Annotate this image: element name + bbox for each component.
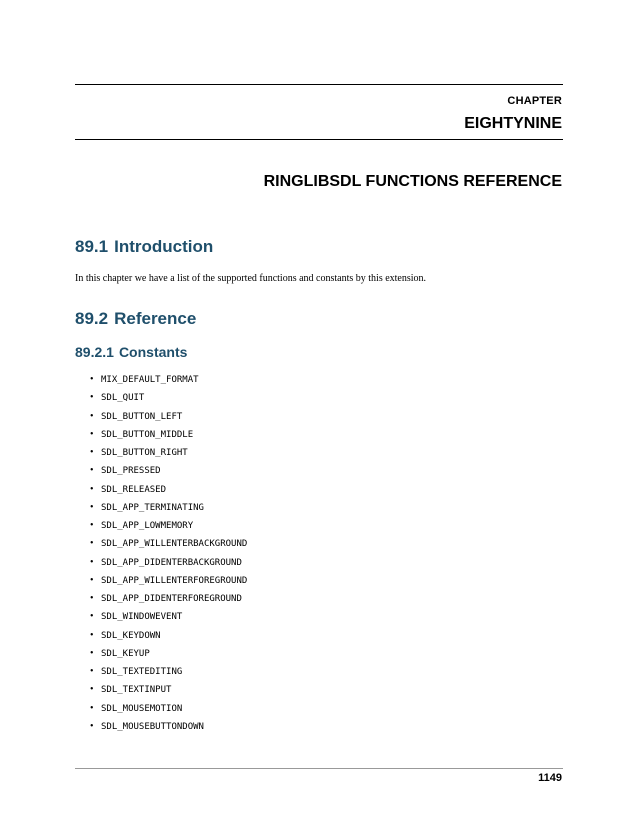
constant-name: SDL_BUTTON_LEFT [101, 411, 183, 422]
bullet-icon: • [90, 428, 94, 440]
list-item [90, 518, 247, 536]
constant-name: SDL_APP_WILLENTERBACKGROUND [101, 539, 248, 550]
section-heading-reference [75, 309, 196, 329]
chapter-bottom-rule [75, 139, 563, 140]
bullet-icon: • [90, 593, 94, 604]
list-item [90, 390, 247, 408]
subsection-number: 89.2.1 [75, 344, 114, 360]
section-heading-introduction [75, 237, 213, 257]
list-item [90, 482, 247, 500]
page-number: 1149 [538, 772, 562, 784]
list-item [90, 445, 247, 463]
bullet-icon: • [90, 666, 94, 677]
constant-name: SDL_APP_LOWMEMORY [101, 521, 194, 531]
section-number: 89.1 [75, 237, 109, 256]
bullet-icon: • [90, 483, 94, 495]
list-item [90, 719, 247, 737]
list-item [90, 609, 247, 627]
bullet-icon: • [90, 538, 94, 550]
constant-name: SDL_APP_DIDENTERFOREGROUND [101, 594, 242, 604]
list-item [90, 536, 247, 554]
constants-list [90, 372, 247, 737]
bullet-icon: • [90, 374, 94, 385]
list-item [90, 573, 247, 591]
list-item [90, 409, 247, 427]
constant-name: SDL_APP_DIDENTERBACKGROUND [101, 557, 242, 568]
list-item [90, 664, 247, 682]
constant-name: SDL_BUTTON_MIDDLE [101, 429, 194, 440]
bullet-icon: • [90, 611, 94, 623]
bullet-icon: • [90, 410, 94, 422]
list-item [90, 463, 247, 481]
constant-name: SDL_QUIT [101, 393, 145, 404]
bullet-icon: • [90, 556, 94, 568]
constant-name: SDL_RELEASED [101, 484, 167, 495]
list-item [90, 701, 247, 719]
list-item [90, 682, 247, 700]
introduction-paragraph: In this chapter we have a list of the supported functions and constants by this extension. [75, 273, 427, 284]
constant-name: SDL_APP_TERMINATING [101, 502, 204, 513]
section-title: Introduction [114, 237, 214, 256]
list-item [90, 372, 247, 390]
constant-name: SDL_MOUSEBUTTONDOWN [101, 721, 204, 732]
constant-name: SDL_KEYDOWN [101, 630, 161, 641]
footer-rule [75, 768, 563, 769]
chapter-label: CHAPTER [507, 95, 562, 107]
section-number: 89.2 [75, 309, 109, 328]
constant-name: SDL_PRESSED [101, 466, 161, 477]
constant-name: SDL_TEXTINPUT [101, 685, 172, 696]
chapter-title: RINGLIBSDL FUNCTIONS REFERENCE [263, 173, 562, 190]
constant-name: SDL_TEXTEDITING [101, 667, 183, 677]
list-item [90, 555, 247, 573]
bullet-icon: • [90, 720, 94, 732]
bullet-icon: • [90, 702, 94, 714]
bullet-icon: • [90, 520, 94, 531]
section-title: Reference [114, 309, 197, 328]
chapter-top-rule [75, 84, 563, 85]
bullet-icon: • [90, 574, 94, 586]
bullet-icon: • [90, 629, 94, 641]
bullet-icon: • [90, 501, 94, 513]
bullet-icon: • [90, 684, 94, 696]
list-item [90, 591, 247, 609]
bullet-icon: • [90, 465, 94, 477]
list-item [90, 427, 247, 445]
constant-name: MIX_DEFAULT_FORMAT [101, 375, 199, 385]
constant-name: SDL_BUTTON_RIGHT [101, 448, 188, 458]
constant-name: SDL_APP_WILLENTERFOREGROUND [101, 575, 248, 586]
bullet-icon: • [90, 647, 94, 659]
chapter-number: EIGHTYNINE [464, 115, 562, 132]
constant-name: SDL_WINDOWEVENT [101, 612, 183, 623]
subsection-title: Constants [118, 344, 188, 360]
constant-name: SDL_MOUSEMOTION [101, 703, 183, 714]
list-item [90, 646, 247, 664]
subsection-heading-constants [75, 344, 187, 360]
constant-name: SDL_KEYUP [101, 648, 150, 659]
list-item [90, 628, 247, 646]
bullet-icon: • [90, 392, 94, 404]
list-item [90, 500, 247, 518]
bullet-icon: • [90, 447, 94, 458]
